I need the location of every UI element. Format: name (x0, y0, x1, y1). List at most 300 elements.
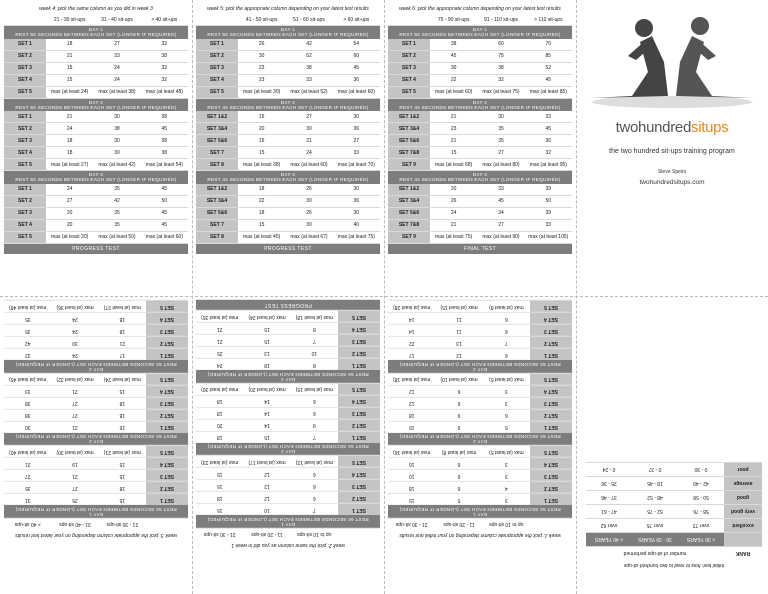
rep-count: 38 (141, 135, 188, 146)
rep-count: 21 (196, 335, 243, 346)
set-label: SET 7 (196, 220, 238, 231)
set-label: SET 4 (530, 313, 572, 324)
rep-count: 21 (51, 386, 98, 397)
rep-count: 18 (196, 492, 243, 503)
rep-count: max (at least 70) (333, 159, 380, 170)
rep-count: 26 (430, 196, 477, 207)
rep-count: 35 (4, 313, 51, 324)
set-row (388, 123, 572, 135)
rep-count: 34 (477, 208, 524, 219)
rep-count: 31 (4, 494, 51, 505)
set-label: SET 5 (338, 384, 380, 395)
rep-count: 15 (99, 494, 146, 505)
set-row (4, 300, 188, 312)
set-row (4, 348, 188, 360)
rep-count: 15 (243, 335, 290, 346)
rep-count: 24 (51, 313, 98, 324)
set-label: SET 8 (196, 159, 238, 170)
set-row (196, 455, 380, 467)
set-row (196, 395, 380, 407)
rep-count: 35 (93, 208, 140, 219)
set-label: SET 3 (530, 470, 572, 481)
rep-count: 27 (4, 470, 51, 481)
set-row (196, 123, 380, 135)
day-header (196, 443, 380, 456)
rank-header-cell: RANK (724, 547, 762, 560)
rep-count: max (at least 60) (141, 232, 188, 243)
rep-count: 24 (46, 123, 93, 134)
rep-count: 15 (388, 422, 435, 433)
rank-age-cell (724, 533, 762, 546)
rep-count: 45 (477, 196, 524, 207)
set-label: SET 1 (530, 349, 572, 360)
rep-count: 32 (525, 147, 572, 158)
rep-count: 42 (285, 39, 332, 50)
set-label: SET 3&4 (196, 123, 238, 134)
rep-count: 15 (243, 432, 290, 443)
rep-count: max (at least 45) (4, 374, 51, 385)
column-header: > 40 sit-ups (141, 14, 188, 25)
rep-count: max (at least 24) (243, 311, 290, 322)
rep-count: 26 (238, 39, 285, 50)
set-label: SET 1 (4, 184, 46, 195)
rank-row (586, 462, 762, 476)
set-row (388, 409, 572, 421)
rep-count: max (at least 75) (333, 232, 380, 243)
rep-count: 18 (238, 208, 285, 219)
rep-count: 21 (196, 323, 243, 334)
set-row (388, 147, 572, 159)
week-panel (388, 5, 572, 254)
rep-count: 45 (141, 208, 188, 219)
rep-count: 35 (477, 135, 524, 146)
rep-count: 32 (477, 75, 524, 86)
set-label: SET 9 (388, 159, 430, 170)
set-row (388, 111, 572, 123)
set-row (4, 220, 188, 232)
rank-range: 52 - 75 (632, 505, 678, 518)
day-title: DAY 3 (88, 366, 104, 372)
rep-count: max (at least 35) (196, 311, 243, 322)
fold-line (192, 0, 193, 594)
rep-count: 52 (525, 63, 572, 74)
set-label: SET 3 (530, 325, 572, 336)
set-row (4, 123, 188, 135)
rank-row (586, 490, 762, 504)
set-label: SET 3 (196, 63, 238, 74)
day-header (196, 171, 380, 184)
set-row (4, 87, 188, 99)
set-label: SET 3 (530, 398, 572, 409)
rank-age-row (586, 532, 762, 546)
rep-count: max (at least 15) (435, 301, 482, 312)
rep-count: 15 (99, 422, 146, 433)
rep-count: max (at least 95) (525, 159, 572, 170)
rep-count: 27 (46, 196, 93, 207)
day-header (196, 515, 380, 528)
day-title: DAY 1 (280, 521, 296, 527)
set-label: SET 5&6 (196, 135, 238, 146)
set-row (196, 346, 380, 358)
set-label: SET 1 (338, 359, 380, 370)
rep-count: max (at least 48) (4, 301, 51, 312)
brand-logo (578, 119, 766, 136)
set-row (196, 196, 380, 208)
rep-count: max (at least 15) (291, 384, 338, 395)
set-label: SET 8 (196, 232, 238, 243)
day-title: DAY 2 (472, 99, 488, 105)
set-row (4, 336, 188, 348)
rep-count: max (at least 80) (477, 159, 524, 170)
rep-count: 27 (477, 220, 524, 231)
column-header-row (196, 528, 380, 540)
set-label: SET 3 (338, 480, 380, 491)
set-row (388, 421, 572, 433)
rep-count: max (at least 90) (477, 232, 524, 243)
set-row (196, 87, 380, 99)
rep-count: 6 (483, 410, 530, 421)
rank-label: excellent (724, 519, 762, 532)
set-row (196, 147, 380, 159)
day-title: DAY 3 (472, 172, 488, 178)
rest-instruction: REST 60 SECONDS BETWEEN EACH SET (LONGER IF REQUIRED) (399, 433, 561, 439)
rep-count: 45 (141, 220, 188, 231)
set-row (196, 111, 380, 123)
set-row (388, 348, 572, 360)
rep-count: 11 (435, 325, 482, 336)
rep-count: max (at least 12) (291, 456, 338, 467)
rest-instruction: REST 60 SECONDS BETWEEN EACH SET (LONGER IF REQUIRED) (207, 32, 369, 38)
set-label: SET 3 (4, 135, 46, 146)
set-label: SET 5 (146, 374, 188, 385)
column-header-blank (338, 529, 380, 540)
rep-count: 38 (430, 39, 477, 50)
day-title: DAY 3 (280, 376, 296, 382)
set-row (388, 300, 572, 312)
set-row (196, 220, 380, 232)
set-label: SET 3 (338, 335, 380, 346)
rep-count: 8 (291, 359, 338, 370)
column-header: 21 - 30 sit-ups (196, 529, 243, 540)
rank-range: over 62 (586, 519, 632, 532)
rank-title: initial test: how to read to two hundred sit-ups (623, 562, 725, 568)
rep-count: 18 (196, 432, 243, 443)
rep-count: 27 (51, 398, 98, 409)
rep-count: 9 (435, 422, 482, 433)
set-label: SET 3 (4, 63, 46, 74)
rep-count: 85 (525, 51, 572, 62)
set-label: SET 1&2 (196, 184, 238, 195)
set-label: SET 1 (196, 39, 238, 50)
rep-count: 33 (525, 111, 572, 122)
rest-instruction: REST 45 SECONDS BETWEEN EACH SET (LONGER IF REQUIRED) (207, 177, 369, 183)
day-header (388, 433, 572, 446)
rep-count: 38 (141, 147, 188, 158)
column-header: > 60 sit-ups (333, 14, 380, 25)
cover-panel (578, 2, 766, 292)
week-title: week 1: pick the appropriate column depending on your initial test results (399, 531, 561, 538)
column-header-blank (146, 519, 188, 530)
column-header-row (196, 14, 380, 26)
set-row (388, 63, 572, 75)
rep-count: 30 (430, 63, 477, 74)
rep-count: 15 (238, 135, 285, 146)
rep-count: 27 (51, 482, 98, 493)
rep-count: 25 (51, 494, 98, 505)
rep-count: 6 (435, 386, 482, 397)
rep-count: max (at least 16) (388, 446, 435, 457)
rank-range: 50 - 58 (678, 491, 724, 504)
day-header (4, 360, 188, 373)
set-row (196, 407, 380, 419)
column-header: > 110 sit-ups (525, 14, 572, 25)
rest-instruction: REST 60 SECONDS BETWEEN EACH SET (LONGER IF REQUIRED) (207, 443, 369, 449)
rep-count: 15 (196, 468, 243, 479)
rep-count: 42 (4, 337, 51, 348)
day-header (388, 26, 572, 39)
rep-count: 12 (243, 480, 290, 491)
rep-count: 6 (435, 470, 482, 481)
day-title: DAY 2 (472, 439, 488, 445)
rep-count: 33 (285, 75, 332, 86)
rep-count: 10 (388, 470, 435, 481)
rep-count: 15 (99, 470, 146, 481)
day-header (196, 99, 380, 112)
rep-count: 30 (333, 111, 380, 122)
set-row (196, 479, 380, 491)
week-panel (196, 300, 380, 549)
rep-count: max (at least 23) (196, 456, 243, 467)
rep-count: 15 (238, 111, 285, 122)
set-label: SET 3 (146, 325, 188, 336)
rep-count: 36 (333, 123, 380, 134)
rep-count: 21 (430, 220, 477, 231)
set-label: SET 1&2 (388, 111, 430, 122)
set-row (4, 208, 188, 220)
set-label: SET 4 (338, 323, 380, 334)
rep-count: 18 (99, 410, 146, 421)
rest-instruction: REST 60 SECONDS BETWEEN EACH SET (LONGER IF REQUIRED) (15, 433, 177, 439)
rep-count: 35 (4, 482, 51, 493)
rest-instruction: REST 45 SECONDS BETWEEN EACH SET (LONGER IF REQUIRED) (207, 104, 369, 110)
rep-count: 20 (238, 123, 285, 134)
set-label: SET 3 (146, 398, 188, 409)
rest-instruction: REST 45 SECONDS BETWEEN EACH SET (LONGER IF REQUIRED) (399, 177, 561, 183)
set-row (196, 383, 380, 395)
rep-count: 39 (525, 184, 572, 195)
rank-age-cell: 30 - 39 YEARS (632, 533, 678, 546)
rep-count: 6 (291, 480, 338, 491)
day-title: DAY 2 (88, 99, 104, 105)
rep-count: 18 (388, 410, 435, 421)
rank-range: 18 - 45 (632, 477, 678, 490)
rep-count: max (at least 38) (238, 159, 285, 170)
fold-line (576, 0, 577, 594)
day-header (388, 171, 572, 184)
rep-count: 24 (51, 349, 98, 360)
week-title: week 5: pick the appropriate column depending on your latest test results (207, 6, 369, 12)
week-title: week 4: pick the same column as you did in week 3 (39, 6, 153, 12)
set-row (388, 39, 572, 51)
rep-count: 27 (93, 39, 140, 50)
test-footer: FINAL TEST (388, 244, 572, 254)
rep-count: 12 (388, 386, 435, 397)
set-label: SET 1 (4, 111, 46, 122)
rep-count: 35 (477, 123, 524, 134)
rep-count: 60 (333, 51, 380, 62)
cover-author: Steve Speirs (657, 169, 687, 175)
day-title: DAY 3 (280, 172, 296, 178)
set-label: SET 3 (146, 470, 188, 481)
rep-count: max (at least 38) (93, 87, 140, 98)
rank-table (586, 462, 762, 569)
rep-count: 15 (430, 147, 477, 158)
rep-count: 6 (435, 398, 482, 409)
rank-range: 0 - 37 (632, 463, 678, 476)
column-header: 21 - 30 sit-ups (99, 519, 146, 530)
rep-count: 24 (285, 147, 332, 158)
set-label: SET 5&6 (388, 135, 430, 146)
set-row (4, 385, 188, 397)
rep-count: 33 (93, 51, 140, 62)
rep-count: 17 (388, 349, 435, 360)
set-row (196, 232, 380, 244)
brand-light: twohundred (615, 119, 691, 136)
set-label: SET 5 (146, 301, 188, 312)
set-label: SET 4 (4, 75, 46, 86)
day-title: DAY 2 (280, 449, 296, 455)
rep-count: 17 (99, 349, 146, 360)
column-header: 31 - 40 sit-ups (51, 519, 98, 530)
rep-count: 7 (483, 337, 530, 348)
set-label: SET 2 (146, 337, 188, 348)
set-label: SET 1 (530, 494, 572, 505)
rep-count: max (at least 18) (388, 374, 435, 385)
rep-count: max (at least 48) (141, 87, 188, 98)
set-row (388, 159, 572, 171)
rep-count: 14 (388, 325, 435, 336)
set-row (388, 196, 572, 208)
rest-instruction: REST 60 SECONDS BETWEEN EACH SET (LONGER IF REQUIRED) (399, 32, 561, 38)
rep-count: 18 (388, 482, 435, 493)
rep-count: max (at least 27) (99, 301, 146, 312)
day-title: DAY 3 (88, 172, 104, 178)
set-row (388, 445, 572, 457)
set-row (4, 111, 188, 123)
set-row (196, 503, 380, 515)
rep-count: 35 (93, 220, 140, 231)
rep-count: 33 (525, 220, 572, 231)
cover-website: twohundredsitups.com (639, 179, 705, 186)
set-label: SET 5 (530, 301, 572, 312)
set-label: SET 3 (338, 408, 380, 419)
week-panel (388, 300, 572, 539)
rep-count: max (at least 42) (93, 159, 140, 170)
rep-count: 5 (483, 422, 530, 433)
rep-count: 45 (333, 63, 380, 74)
rep-count: 75 (477, 51, 524, 62)
rep-count: 30 (51, 337, 98, 348)
set-row (4, 409, 188, 421)
set-label: SET 4 (146, 386, 188, 397)
set-row (388, 469, 572, 481)
fold-line (384, 0, 385, 594)
set-label: SET 1 (146, 494, 188, 505)
rep-count: 20 (196, 420, 243, 431)
set-label: SET 5 (338, 456, 380, 467)
set-label: SET 2 (4, 123, 46, 134)
rep-count: max (at least 75) (477, 87, 524, 98)
set-label: SET 3 (4, 208, 46, 219)
rep-count: 7 (291, 335, 338, 346)
rep-count: 32 (141, 39, 188, 50)
rank-age-cell: < 30 YEARS (678, 533, 724, 546)
day-header (196, 370, 380, 383)
rep-count: 23 (238, 75, 285, 86)
rep-count: 26 (285, 208, 332, 219)
day-header (196, 26, 380, 39)
rep-count: 18 (238, 184, 285, 195)
rank-age-cell: > 40 YEARS (586, 533, 632, 546)
set-row (4, 493, 188, 505)
rep-count: max (at least 32) (51, 374, 98, 385)
set-label: SET 5&6 (388, 208, 430, 219)
rep-count: 32 (141, 63, 188, 74)
set-label: SET 2 (196, 51, 238, 62)
column-header-blank (196, 14, 238, 25)
rep-count: 45 (525, 123, 572, 134)
rep-count: 45 (141, 123, 188, 134)
rep-count: 15 (196, 480, 243, 491)
rep-count: 13 (243, 347, 290, 358)
rep-count: 13 (435, 337, 482, 348)
rep-count: 35 (93, 184, 140, 195)
rank-range: 42 - 49 (678, 477, 724, 490)
rank-range: 47 - 61 (586, 505, 632, 518)
rep-count: 24 (51, 325, 98, 336)
rest-instruction: REST 60 SECONDS BETWEEN EACH SET (LONGER IF REQUIRED) (207, 371, 369, 377)
rep-count: 8 (291, 323, 338, 334)
test-footer: PROGRESS TEST (4, 244, 188, 254)
rep-count: 18 (99, 482, 146, 493)
rep-count: 14 (243, 420, 290, 431)
rep-count: 14 (243, 396, 290, 407)
set-label: SET 5&6 (196, 208, 238, 219)
rep-count: 24 (430, 208, 477, 219)
rep-count: 6 (291, 396, 338, 407)
column-header-blank (530, 519, 572, 530)
rep-count: 38 (477, 63, 524, 74)
rep-count: 14 (388, 313, 435, 324)
set-row (196, 184, 380, 196)
set-row (388, 336, 572, 348)
day-header (4, 99, 188, 112)
set-row (388, 87, 572, 99)
rank-range: 0 - 30 (678, 463, 724, 476)
set-row (4, 457, 188, 469)
rep-count: 21 (4, 458, 51, 469)
rep-count: 3 (483, 470, 530, 481)
rep-count: 23 (430, 123, 477, 134)
rep-count: max (at least 20) (243, 384, 290, 395)
rep-count: 10 (291, 347, 338, 358)
rank-header-row (586, 546, 762, 560)
week-title: week 6: pick the appropriate column depending on your latest test results (399, 6, 561, 12)
rep-count: 11 (435, 313, 482, 324)
set-row (196, 39, 380, 51)
rep-count: max (at least 67) (285, 232, 332, 243)
rep-count: 24 (93, 63, 140, 74)
